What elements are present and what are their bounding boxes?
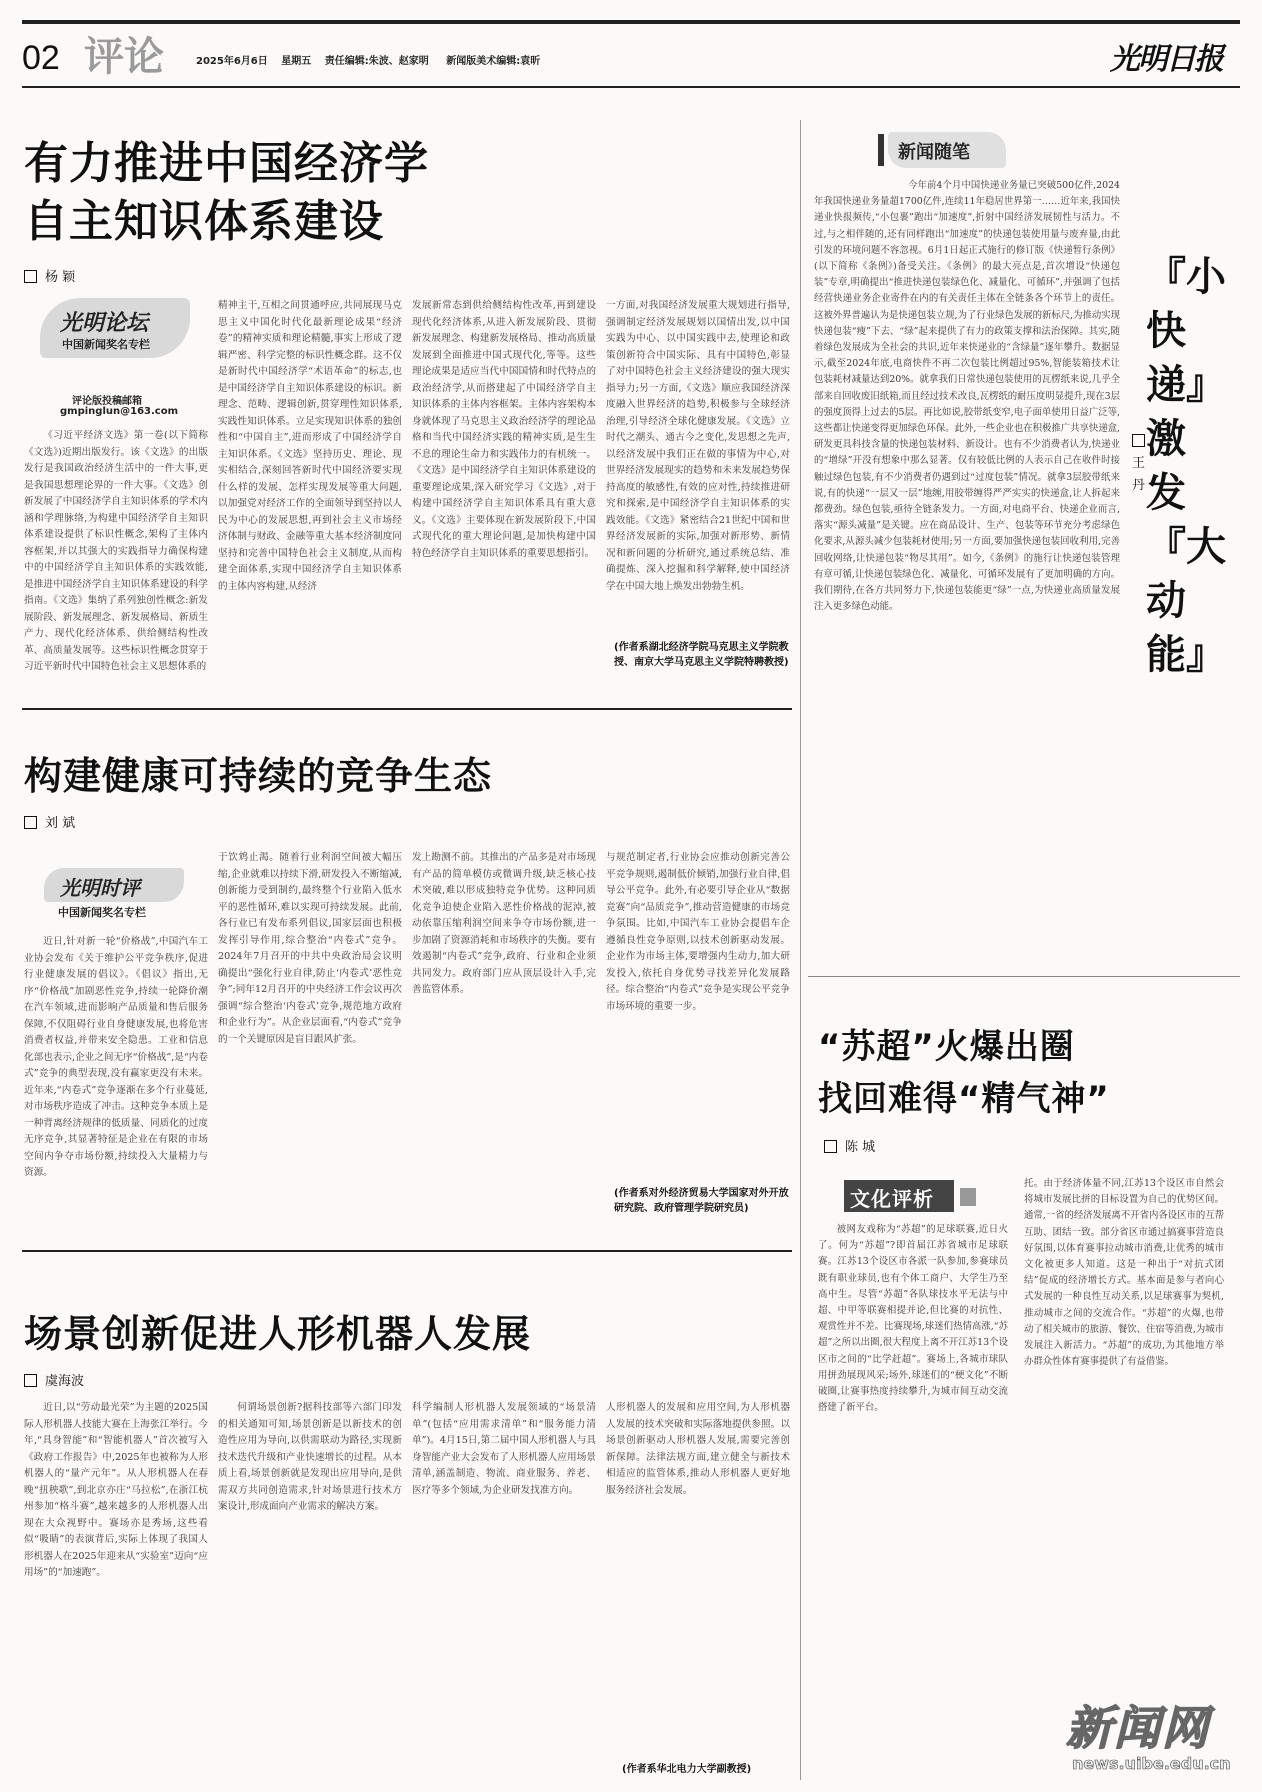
banner-title: 新闻随笔 — [898, 142, 970, 163]
article1-signature: (作者系湖北经济学院马克思主义学院教授、南京大学马克思主义学院特聘教授) — [614, 642, 789, 668]
article1-col2: 精神主干,互相之间贯通呼应,共同展现马克思主义中国化时代化最新理论成果“经济卷”的精神实质和理论精髓,事实上形成了逻辑严密、科学完整的标识性概念群。这不仅是新时代中国经济学“术语革命”的标志,也是中国经济学自主知识体系建设的标识。新理念、范畴、逻辑创新,贯穿理性知识体系,实践性知识体系。立足实现知识体系的独创性和“中国自主”,进而形成了中国经济学自主知识体系。《文选》坚持历史、理论、现实相结合,深刻回答新时代中国经济要实现什么样的发展、怎样实现发展等重大问题,以加强党对经济工作的全面领导到坚持以人民为中心的发展思想,再到社会主义市场经济体制与财政、金融等重大基本经济制度同坚持和完善中国特色社会主义制度,从而构建全面体系,实现中国经济学自主知识体系的主体内容构建,从经济 — [218, 300, 402, 592]
article2-col1: 近日,针对新一轮“价格战”,中国汽车工业协会发布《关于维护公平竞争秩序,促进行业健康发展的倡议》。《倡议》指出,无序“价格战”加剧恶性竞争,持续一轮降价潮在汽车领域,进而影响产品质量和售后服务保障,不仅阻碍行业自身健康发展,也将危害消费者权益,并带来安全隐患。工业和信息化部也表示,企业之间无序“价格战”,是“内卷式”竞争的典型表现,没有赢家更没有未来。近年来,“内卷式”竞争逐渐在多个行业蔓延,对市场秩序造成了冲击。这种竞争本质上是一种背离经济规律的低质量、同质化的过度无序竞争,其显著特征是企业在有限的市场空间内争夺市场份额,持续投入大量精力与资源。 — [24, 936, 208, 1178]
badge-tagline: 中国新闻奖名专栏 — [58, 906, 146, 919]
page-number: 02 — [22, 39, 60, 77]
header-weekday: 星期五 — [281, 56, 312, 67]
header-top-rule — [22, 20, 1240, 24]
article4-author: 王 丹 — [1132, 456, 1146, 493]
submission-email[interactable]: gmpinglun@163.com — [60, 406, 178, 417]
column-vertical-rule — [800, 120, 801, 1780]
badge-title: 文化评析 — [850, 1187, 934, 1211]
divider-1 — [22, 708, 792, 710]
column-badge-guangming-luntan — [40, 298, 190, 384]
divider-right — [808, 976, 1240, 977]
divider-2 — [22, 1250, 792, 1252]
article2-title: 构建健康可持续的竞争生态 — [24, 754, 493, 798]
article5-title-line1: “苏超”火爆出圈 — [818, 1027, 1075, 1067]
article4-byline — [1132, 434, 1146, 497]
header-bottom-rule — [22, 86, 1240, 88]
article2-author: 刘 斌 — [45, 816, 76, 831]
submission-label: 评论版投稿邮箱 — [72, 396, 142, 407]
article1-col1: 《习近平经济文选》第一卷(以下简称《文选》)近期出版发行。该《文选》的出版发行是我国政治经济生活中的一件大事,更是我国思想理论界的一件大事。《文选》创新发展了中国经济学自主知识体系的学术内涵和学理脉络,为构建中国经济学自主知识体系建设提供了标识性概念,架构了主体内容框架,并以其强大的实践指导力确保构建中的中国经济学自主知识体系的实践效能,是推进中国经济学自主知识体系建设的科学指南。《文选》集纳了系列独创性概念:新发展阶段、新发展理念、新发展格局、新质生产力、现代化经济体系、供给侧结构性改革、高质量发展等。这些标识性概念贯穿于习近平新时代中国特色社会主义思想体系的 — [24, 430, 208, 672]
article2-col3: 发上勘测不前。其推出的产品多是对市场现有产品的简单模仿或微调升级,缺乏核心技术突破,难以形成独特竞争优势。这种同质化竞争迫使企业陷入恶性价格战的泥淖,被动依靠压缩利润空间来争夺市场份额,进一步加剧了资源消耗和市场秩序的失衡。要有效遏制“内卷式”竞争,政府、行业和企业须共同发力。政府部门应从顶层设计入手,完善监管体系。 — [412, 852, 596, 995]
article5-author: 陈 城 — [845, 1140, 876, 1155]
section-name: 评论 — [84, 34, 164, 80]
badge-title: 光明时评 — [60, 876, 140, 900]
article2-byline — [24, 812, 75, 831]
article3-signature: (作者系华北电力大学副教授) — [622, 1764, 752, 1775]
article1-author: 杨 颖 — [45, 270, 76, 285]
article3-col2: 何谓场景创新?据科技部等六部门印发的相关通知可知,场景创新是以新技术的创造性应用为导向,以供需联动为路径,实现新技术迭代升级和产业快速增长的过程。从本质上看,场景创新就是发现出应用导向,是供需双方共同创造需求,针对场景进行技术方案设计,形成面向产业需求的解决方案。 — [218, 1402, 402, 1512]
article1-col4: 一方面,对我国经济发展重大规划进行指导,强调制定经济发展规划以国情出发,以中国实践为中心、以中国实践中去,使理论和政策创新符合中国实际、具有中国特色,彰显了对中国特色社会主义经济建设的强大现实指导力;另一方面,《文选》顺应我国经济深度融入世界经济的趋势,积极参与全球经济治理,引导经济全球化健康发展。《文选》立时代之潮头、通古今之变化,发思想之先声,以经济发展中我们正在做的事情为中心,对世界经济发展现实的趋势和未来发展趋势保持高度的敏感性,有效的应对性,持续推进研究和探索,是中国经济学自主知识体系的实践效能。《文选》紧密结合21世纪中国和世界经济发展新的实际,加强对新形势、新情况和新问题的分析研究,通过系统总结、准确提炼、深入挖掘和科学解释,使中国经济学在中国大地上焕发出勃勃生机。 — [606, 300, 790, 592]
banner-xinwen-suibi — [878, 132, 1006, 168]
column-badge-wenhua-pingxi — [844, 1180, 994, 1218]
badge-decor-square — [960, 1188, 976, 1206]
article5-byline — [824, 1136, 875, 1155]
header-date: 2025年6月6日 — [196, 56, 268, 67]
header-meta — [196, 52, 540, 67]
badge-title: 光明论坛 — [60, 311, 149, 336]
watermark-title: 新闻网 — [1066, 1701, 1210, 1755]
byline-box-icon — [24, 270, 37, 283]
byline-box-icon — [824, 1140, 837, 1153]
article5-title-line2: 找回难得“精气神” — [818, 1079, 1110, 1119]
article3-col1: 近日,以“劳动最光荣”为主题的2025国际人形机器人技能大赛在上海张江举行。今年,“具身智能”和“智能机器人”首次被写入《政府工作报告》中,2025年也被称为人形机器人的“量产元年”。从人形机器人在春晚“扭秧歌”,到北京亦庄“马拉松”,在浙江杭州参加“格斗赛”,越来越多的人形机器人出现在大众视野中。赛场亦是秀场,这些看似“吸睛”的表演背后,实际上体现了我国人形机器人在2025年迎来从“实验室”迈向“应用场”的“加速跑”。 — [24, 1402, 208, 1578]
watermark-logo — [1066, 1692, 1242, 1782]
byline-box-icon — [24, 816, 37, 829]
article2-col2: 于饮鸩止渴。随着行业利润空间被大幅压缩,企业就难以持续下滑,研发投入不断缩减,创新能力受到制约,最终整个行业陷入低水平的恶性循环,难以实现可持续发展。此前,各行业已有发布系列倡议,国家层面也积极发挥引导作用,综合整治“内卷式”竞争。2024年7月召开的中共中央政治局会议明确提出“强化行业自律,防止‘内卷式’恶性竞争”;同年12月召开的中央经济工作会议再次强调“综合整治‘内卷式’竞争,规范地方政府和企业行为”。从企业层面看,“内卷式”竞争的一个关键原因是盲目跟风扩张。 — [218, 852, 402, 1045]
article1-col3: 发展新常态到供给侧结构性改革,再到建设现代化经济体系,从进入新发展阶段、贯彻新发展理念、构建新发展格局、推动高质量发展到全面推进中国式现代化,等等。这些理论成果是适应当代中国国情和时代特点的政治经济学,从而搭建起了中国经济学自主知识体系的主体内容框架。主体内容架构本身就体现了马克思主义政治经济学的理论品格和当代中国经济实践的精神实质,是生生不息的理论生命力和实践伟力的有机统一。《文选》是中国经济学自主知识体系建设的重要理论成果,深入研究学习《文选》,对于构建中国经济学自主知识体系具有重大意义。《文选》主要体现在新发展阶段下,中国式现代化的重大理论问题,是加快构建中国特色经济学自主知识体系的重要思想指引。 — [412, 300, 596, 559]
article1-byline — [24, 266, 75, 285]
article4-body: 今年前4个月中国快递业务量已突破500亿件,2024年我国快递业务量超1700亿件,连续11年稳居世界第一……近年来,我国快递业快报频传,“小包裹”跑出“加速度”,折射中国经济发展韧性与活力。不过,与之相伴随的,还有同样跑出“加速度”的快递包装使用量与废弃量,由此引发的环境问题不容忽视。6月1日起正式施行的修订版《快递暂行条例》(以下简称《条例》)备受关注。《条例》的最大亮点是,首次增设“快递包装”专章,明确提出“推进快递包装绿色化、减量化、可循环”,并强调了包括经营快递业务企业寄件在内的有关责任主体在全链条各个环节上的责任。这被外界普遍认为是快递包装立规,为了行业绿色发展的新标尺,为推动实现快递包装“瘦”下去、“绿”起来提供了有力的政策支撑和法治保障。其实,随着绿色发展成为全社会的共识,近年来快递业的“含绿量”逐年攀升。数据显示,截至2024年底,电商快件不再二次包装比例超过95%,智能装箱技术让包装耗材减量达到20%。就拿我们日常快递包装使用的瓦楞纸来说,几乎全部来自回收废旧纸箱,而且经过技术改良,瓦楞纸的耐压度明显提升,现在3层的强度顶得上过去的5层。再比如说,胶带纸变窄,电子面单使用日益广泛等,这些都让快递变得更加绿色环保。此外,一些企业也在积极推广共享快递盒,研发更具科技含量的快递包装材料、新设计。也有不少消费者认为,快递业的“增绿”开没有想象中那么显著。仅有较低比例的人表示自己在收件时接触过绿色包装,有不少消费者仍遇到过“过度包装”情况。就拿3层胶带纸来说,有的快递“一层又一层”地缠,用胶带缠得严严实实的快递盒,让人拆起来都费劲。绿色包装,亟待全链条发力。一方面,对电商平台、快递企业而言,落实“源头减量”是关键。应在商品设计、生产、包装等环节充分考虑绿色化要求,从源头减少包装耗材使用;另一方面,要加强快递包装回收利用,完善回收网络,让快递包装“物尽其用”。如今,《条例》的施行让快递包装管理有章可循,让快递包装绿色化、减量化、可循环发展有了更加明确的方向。我们期待,在各方共同努力下,快递包装能更“绿”一点,为快递业高质量发展注入更多绿色动能。 — [814, 180, 1120, 613]
header-designer: 新闻版美术编辑:袁昕 — [446, 56, 541, 67]
watermark-url: news.uibe.edu.cn — [1072, 1754, 1231, 1773]
byline-box-icon — [1132, 434, 1145, 447]
article2-col4: 与规范制定者,行业协会应推动创新完善公平竞争规则,遏制低价倾销,加强行业自律,倡导公平竞争。此外,有必要引导企业从“数据竞赛”向“品质竞争”,推动营造健康的市场竞争氛围。比如,中国汽车工业协会提倡车企遵循良性竞争原则,以技术创新驱动发展。企业作为市场主体,要增强内生动力,加大研发投入,依托自身优势寻找差异化发展路径。综合整治“内卷式”竞争是实现公平竞争市场环境的重要一步。 — [606, 852, 790, 1012]
banner-bar — [878, 134, 884, 166]
article5-col1: 被网友戏称为“苏超”的足球联赛,近日火了。何为“苏超”?即首届江苏省城市足球联赛。江苏13个设区市各派一队参加,参赛球员既有职业球员,也有个体工商户、大学生乃至高中生。尽管“苏超”各队球技水平无法与中超、中甲等联赛相提并论,但比赛的对抗性、观赏性并不差。比赛现场,球迷们热情高涨,“苏超”之所以出圈,很大程度上离不开江苏13个设区市之间的“比学赶超”。赛场上,各城市球队用拼劲展现风采;场外,球迷们的“梗文化”不断破圈,让赛事热度持续攀升,为城市间互动交流搭建了新平台。 — [818, 1224, 1008, 1414]
article3-byline — [24, 1370, 84, 1389]
article4-title: 『小快递』激发『大动能』 — [1146, 254, 1226, 678]
article3-col4: 人形机器人的发展和应用空间,为人形机器人发展的技术突破和实际落地提供参照。以场景创新驱动人形机器人发展,需要完善创新保障。法律法规方面,建立健全与新技术相适应的监管体系,推动人形机器人更好地服务经济社会发展。 — [606, 1402, 790, 1496]
article3-col3: 科学编制人形机器人发展领域的“场景清单”(包括“应用需求清单”和“服务能力清单”)。4月15日,第二届中国人形机器人与具身智能产业大会发布了人形机器人应用场景清单,涵盖制造、物流、商业服务、养老、医疗等多个领域,为企业研发找准方向。 — [412, 1402, 596, 1496]
article3-author: 虞海波 — [45, 1374, 85, 1389]
masthead-logo: 光明日报 — [1110, 42, 1222, 77]
article2-signature: (作者系对外经济贸易大学国家对外开放研究院、政府管理学院研究员) — [614, 1188, 789, 1214]
byline-box-icon — [24, 1374, 37, 1387]
column-badge-guangming-shiping — [44, 868, 194, 928]
article1-title-line1: 有力推进中国经济学 — [24, 138, 429, 189]
article1-title-line2: 自主知识体系建设 — [24, 196, 384, 247]
header-editors: 责任编辑:朱波、赵家明 — [324, 56, 429, 67]
article5-col2: 托。由于经济体量不同,江苏13个设区市自然会将城市发展比拼的目标设置为自己的优势区间。通常,一省的经济发展离不开省内各设区市的互帮互助、团结一致。部分省区市通过搞赛事营造良好氛围,以体育赛事拉动城市消费,让优秀的城市文化被更多人知道。这是一种出于“对抗式团结”促成的经济增长方式。基本面是参与者向心式发展的一种良性互动关系,以足球赛事为契机,推动城市之间的交流合作。“苏超”的火爆,也带动了相关城市的旅游、餐饮、住宿等消费,为城市发展注入新活力。“苏超”的成功,为其他地方举办群众性体育赛事提供了有益借鉴。 — [1024, 1178, 1224, 1368]
badge-tagline: 中国新闻奖名专栏 — [62, 338, 150, 351]
article3-title: 场景创新促进人形机器人发展 — [24, 1312, 532, 1356]
